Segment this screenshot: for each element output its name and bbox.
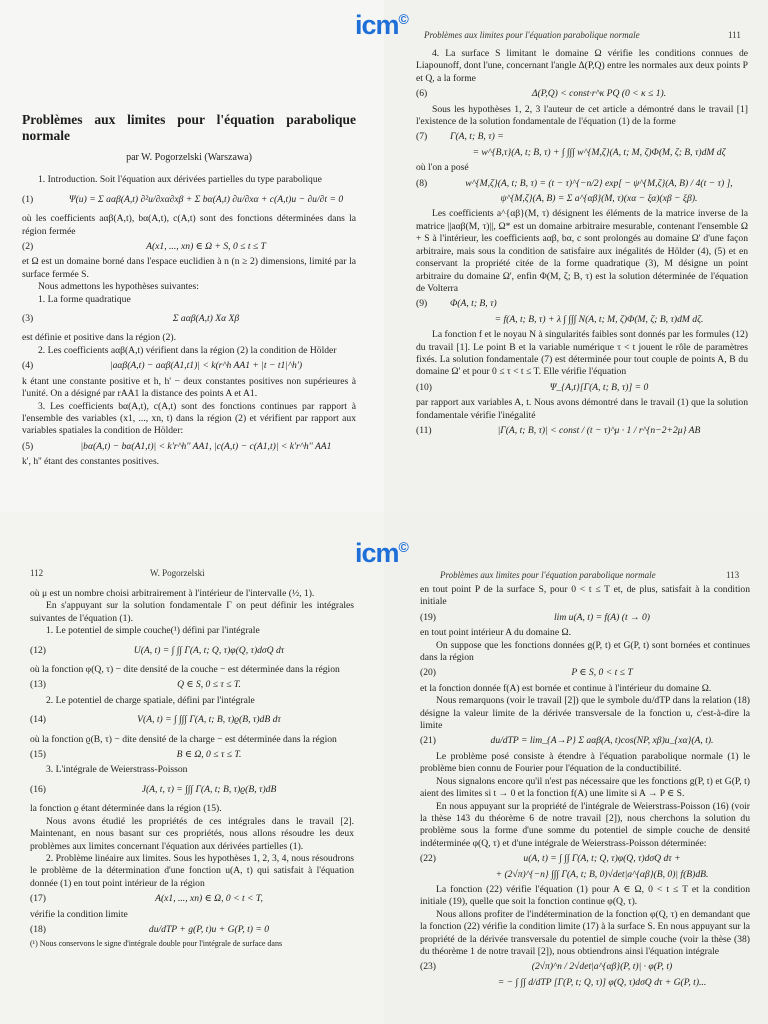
paragraph: En s'appuyant sur la solution fondamentale Γ on peut définir les intégrales suivantes de l'équation (1). xyxy=(30,600,354,624)
paragraph: où la fonction ϱ(B, τ) − dite densité de la charge − est déterminée dans la région xyxy=(30,733,337,745)
paragraph: Les coefficients a^{αβ}(M, τ) désignent les éléments de la matrice inverse de la matrice ||aαβ(M, τ)||, Ω* est un domaine arbitraire mesurable, contenant l'ensemble Ω + S à l'intérieur, les coefficients aαβ, bα, c sont prolongés au domaine Ω' d'une façon arbitraire, mais sous la condition de satisfaire aux inégalités de Hölder (4), (5) et en conservant la propriété citée de la forme quadratique (3), M désigne un point arbitraire du domaine Ω', enfin Φ(M, ζ; B, τ) est la solution déterminée de l'équation de Volterra xyxy=(416,208,748,294)
page-number: 111 xyxy=(728,30,741,40)
equation-7: (7) Γ(A, t; B, τ) = xyxy=(416,131,504,143)
paragraph: par rapport aux variables A, t. Nous avons démontré dans le travail (1) que la solution fondamentale vérifie l'inégalité xyxy=(416,397,748,421)
equation-8-continued: ψ^{M,ζ}(A, B) = Σ a^{αβ}(M, τ)(xα − ξα)(xβ − ξβ). xyxy=(500,193,698,205)
paragraph: en tout point intérieur A du domaine Ω. xyxy=(420,627,572,639)
paragraph: Nous signalons encore qu'il n'est pas nécessaire que les fonctions g(P, t) et G(P, t) aient des limites si t → 0 et la fonction f(A) une limite si A → P ∈ S. xyxy=(420,775,750,800)
page-111 xyxy=(384,0,768,512)
paragraph: 1. Introduction. Soit l'équation aux dérivées partielles du type parabolique xyxy=(38,174,322,186)
icm-logo: icm© xyxy=(355,10,408,40)
paragraph: vérifie la condition limite xyxy=(30,908,128,920)
page-1-body xyxy=(22,112,356,469)
equation-11: (11) |Γ(A, t; B, τ)| < const / (t − τ)^μ · 1 / r^{n−2+2μ} AB xyxy=(416,424,701,436)
author-head: W. Pogorzelski xyxy=(150,568,205,578)
equation-7-continued: = w^{B,τ}(A, t; B, τ) + ∫ ∫∫∫ w^{M,ζ}(A, t; M, ζ)Φ(M, ζ; B, τ)dM dζ xyxy=(472,146,726,158)
paragraph: La fonction f et le noyau N à singularités faibles sont donnés par les formules (12) du travail [1]. Le point B et la variable numérique τ < t jouent le rôle de paramètres fixés. La solution fondamentale (7) est déterminée pour tout couple de points A, B du domaine Ω' et pour 0 ≤ τ < t ≤ T. Elle vérifie l'équation xyxy=(416,329,748,378)
paragraph: En nous appuyant sur la propriété de l'intégrale de Weierstrass-Poisson (16) (voir la thèse 143 du théorème 6 de notre travail [2]), nous cherchons la solution du problème sous la forme d'une somme du potentiel de simple couche de densité indéterminée φ(Q, τ) et d'une intégrale de Weierstrass-Poisson déterminée: xyxy=(420,800,750,849)
equation-5: (5) |bα(A,t) − bα(A1,t)| < k'r^h'' AA1, |c(A,t) − c(A1,t)| < k'r^h'' AA1 xyxy=(22,440,332,452)
paragraph: k', h'' étant des constantes positives. xyxy=(22,456,160,468)
equation-3: (3) Σ aαβ(A,t) Xα Xβ xyxy=(22,313,240,325)
icm-logo-lower: icm© xyxy=(355,538,408,568)
equation-23-continued: = − ∫ ∫∫ d/dTP [Γ(P, t; Q, τ)] φ(Q, τ)dσQ dτ + G(P, t)... xyxy=(497,976,707,988)
paragraph: 3. Les coefficients bα(A,t), c(A,t) sont des fonctions continues par rapport à l'ensemble des variables (x1, ..., xn, t) dans la région (2) et vérifient par rapport aux variables spatiales la condition de Hölder: xyxy=(22,400,356,437)
paragraph: où μ est un nombre choisi arbitrairement à l'intérieur de l'intervalle (½, 1). xyxy=(30,588,315,599)
paragraph: où la fonction φ(Q, τ) − dite densité de la couche − est déterminée dans la région xyxy=(30,664,340,676)
page-number: 112 xyxy=(30,568,44,578)
equation-20: (20) P ∈ S, 0 < t ≤ T xyxy=(420,667,633,679)
page-110 xyxy=(0,0,384,512)
paragraph: 1. Le potentiel de simple couche(¹) défini par l'intégrale xyxy=(46,625,260,637)
paragraph: est définie et positive dans la région (2). xyxy=(22,332,176,344)
running-head: Problèmes aux limites pour l'équation parabolique normale xyxy=(424,30,640,40)
paragraph: 2. Les coefficients aαβ(A,t) vérifient dans la région (2) la condition de Hölder xyxy=(38,344,337,356)
page-2-body xyxy=(416,48,748,440)
paragraph: Le problème posé consiste à étendre à l'équation parabolique normale (1) le problème bien connu de Fourier pour l'équation de la conductibilité. xyxy=(420,750,750,775)
page-4-body xyxy=(420,584,750,992)
footnote: (¹) Nous conservons le signe d'intégrale double pour l'intégrale de surface dans xyxy=(30,939,283,949)
equation-22: (22) u(A, t) = ∫ ∫∫ Γ(A, t; Q, τ)φ(Q, τ)dσQ dτ + xyxy=(420,853,681,865)
equation-6: (6) Δ(P,Q) < const·r^κ PQ (0 < κ ≤ 1). xyxy=(416,88,667,100)
page-112 xyxy=(0,512,384,1024)
paragraph: Nous admettons les hypothèses suivantes: xyxy=(38,281,199,293)
paragraph: Nous remarquons (voir le travail [2]) que le symbole du/dTP dans la relation (18) désigne la valeur limite de la dérivée transversale de la fonction u, c'est-à-dire la limite xyxy=(420,695,750,732)
paragraph: 1. La forme quadratique xyxy=(38,293,131,305)
running-head: Problèmes aux limites pour l'équation parabolique normale xyxy=(440,570,656,580)
paper-title: Problèmes aux limites pour l'équation parabolique normale xyxy=(22,112,356,143)
equation-13: (13) Q ∈ S, 0 ≤ τ ≤ T. xyxy=(30,679,241,691)
equation-16: (16) J(A, t, τ) = ∫∫∫ Γ(A, t; B, τ)ϱ(B, τ)dB xyxy=(30,783,277,795)
paragraph: où l'on a posé xyxy=(416,162,469,174)
page-number: 113 xyxy=(726,570,740,580)
page-113 xyxy=(384,512,768,1024)
paragraph: la fonction ϱ étant déterminée dans la région (15). xyxy=(30,803,222,815)
equation-14: (14) V(A, t) = ∫ ∫∫∫ Γ(A, t; B, τ)ϱ(B, τ)dB dτ xyxy=(30,714,281,726)
paragraph: en tout point P de la surface S, pour 0 < t ≤ T et, de plus, satisfait à la condition initiale xyxy=(420,584,750,608)
equation-2: (2) A(x1, ..., xn) ∈ Ω + S, 0 ≤ t ≤ T xyxy=(22,241,266,253)
paragraph: Nous avons étudié les propriétés de ces intégrales dans le travail [2]. Maintenant, en nous basant sur ces propriétés, nous allons résoudre les deux problèmes aux limites concernant l'équation aux dérivées partielles (1). xyxy=(30,815,354,852)
paragraph: 4. La surface S limitant le domaine Ω vérifie les conditions connues de Liapounoff, dont l'une, concernant l'angle Δ(P,Q) entre les normales aux deux points P et Q, a la forme xyxy=(416,48,748,84)
paragraph: 3. L'intégrale de Weierstrass-Poisson xyxy=(46,764,188,776)
equation-9-continued: = f(A, t; B, τ) + λ ∫ ∫∫∫ N(A, t; M, ζ)Φ(M, ζ; B, τ)dM dζ. xyxy=(494,313,704,325)
paragraph: La fonction (22) vérifie l'équation (1) pour A ∈ Ω, 0 < t ≤ T et la condition initiale (19), quelle que soit la fonction continue φ(Q, τ). xyxy=(420,883,750,908)
equation-22-continued: + (2√π)^{−n} ∫∫∫ Γ(A, t; B, 0)√det|a^{αβ}(B, 0)| f(B)dB. xyxy=(495,868,709,880)
equation-10: (10) Ψ_{A,t}[Γ(A, t; B, τ)] = 0 xyxy=(416,381,649,393)
paragraph: 2. Le potentiel de charge spatiale, défini par l'intégrale xyxy=(46,694,255,706)
equation-18: (18) du/dTP + g(P, t)u + G(P, t) = 0 xyxy=(30,923,270,935)
paragraph: On suppose que les fonctions données g(P, t) et G(P, t) sont bornées et continues dans la région xyxy=(420,639,750,664)
paragraph: et Ω est un domaine borné dans l'espace euclidien à n (n ≥ 2) dimensions, limité par la surface fermée S. xyxy=(22,256,356,280)
paragraph: où les coefficients aαβ(A,t), bα(A,t), c(A,t) sont des fonctions déterminées dans la région fermée xyxy=(22,213,356,237)
equation-19: (19) lim u(A, t) = f(A) (t → 0) xyxy=(420,611,650,623)
page-3-body xyxy=(30,588,354,949)
equation-15: (15) B ∈ Ω, 0 ≤ τ ≤ T. xyxy=(30,749,242,761)
equation-8: (8) w^{M,ζ}(A, t; B, τ) = (t − τ)^{−n/2} exp[ − ψ^{M,ζ}(A, B) / 4(t − τ) ], xyxy=(416,177,733,189)
paragraph: 2. Problème linéaire aux limites. Sous les hypothèses 1, 2, 3, 4, nous résoudrons le problème de la détermination d'une fonction u(A, t) qui satisfait à l'équation donnée (1) en tout point intérieur de la région xyxy=(30,852,354,889)
paragraph: Sous les hypothèses 1, 2, 3 l'auteur de cet article a démontré dans le travail [1] l'existence de la solution fondamentale de l'équation (1) de la forme xyxy=(416,103,748,128)
equation-4: (4) |aαβ(A,t) − aαβ(A1,t1)| < k(r^h AA1 + |t − t1|^h') xyxy=(22,360,303,372)
equation-12: (12) U(A, t) = ∫ ∫∫ Γ(A, t; Q, τ)φ(Q, τ)dσQ dτ xyxy=(30,644,285,656)
equation-17: (17) A(x1, ..., xn) ∈ Ω, 0 < t < T, xyxy=(30,893,263,905)
paragraph: Nous allons profiter de l'indétermination de la fonction φ(Q, τ) en demandant que la fonction (22) vérifie la condition limite (17) à la surface S. En nous appuyant sur la propriété de la dérivée transversale du potentiel de simple couche (voir la thèse (38) du théorème 1 de notre travail [2]), nous obtiendrons ainsi l'équation intégrale xyxy=(420,908,750,957)
equation-21: (21) du/dTP = lim_{A→P} Σ aαβ(A, t)cos(NP, xβ)u_{xα}(A, t). xyxy=(420,735,714,747)
paragraph: k étant une constante positive et h, h' − deux constantes positives non supérieures à l'unité. On a désigné par rAA1 la distance des points A et A1. xyxy=(22,375,356,400)
equation-1: (1) Ψ(u) = Σ aαβ(A,t) ∂²u/∂xα∂xβ + Σ bα(A,t) ∂u/∂xα + c(A,t)u − ∂u/∂t = 0 xyxy=(22,193,344,205)
paper-byline: par W. Pogorzelski (Warszawa) xyxy=(126,152,252,163)
equation-9: (9) Φ(A, t; B, τ) xyxy=(416,298,497,310)
paragraph: et la fonction donnée f(A) est bornée et continue à l'intérieur du domaine Ω. xyxy=(420,682,712,694)
equation-23: (23) (2√π)^n / 2√det|a^{αβ}(P, t)| · φ(P, t) xyxy=(420,961,673,973)
